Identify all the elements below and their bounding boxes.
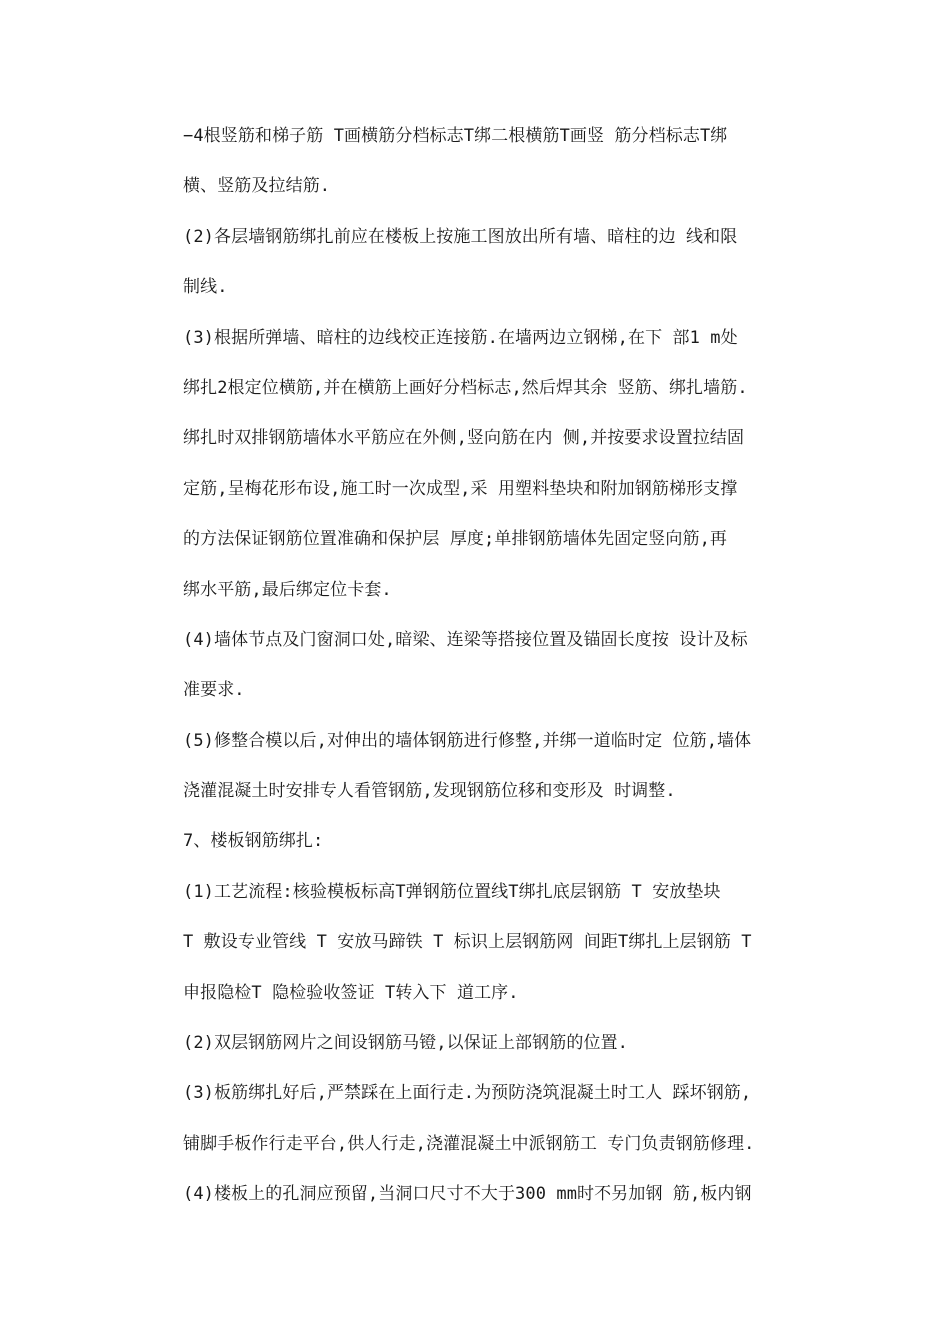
text-line: 制线. xyxy=(183,277,228,298)
text-line: (2)双层钢筋网片之间设钢筋马镫,以保证上部钢筋的位置. xyxy=(183,1033,628,1054)
text-line: (2)各层墙钢筋绑扎前应在楼板上按施工图放出所有墙、暗柱的边 线和限 xyxy=(183,226,738,247)
text-line: −4根竖筋和梯子筋 T画横筋分档标志T绑二根横筋T画竖 筋分档标志T绑 xyxy=(183,126,728,146)
text-line: 准要求. xyxy=(183,680,245,701)
text-line: (4)墙体节点及门窗洞口处,暗梁、连梁等搭接位置及锚固长度按 设计及标 xyxy=(183,629,748,650)
text-line: (3)根据所弹墙、暗柱的边线校正连接筋.在墙两边立钢梯,在下 部1 m处 xyxy=(183,327,738,348)
text-line: T 敷设专业管线 T 安放马蹄铁 T 标识上层钢筋网 间距T绑扎上层钢筋 T xyxy=(183,932,752,953)
text-line: (1)工艺流程:核验模板标高T弹钢筋位置线T绑扎底层钢筋 T 安放垫块 xyxy=(183,881,721,902)
section-heading: 7、楼板钢筋绑扎: xyxy=(183,831,324,852)
text-line: 定筋,呈梅花形布设,施工时一次成型,采 用塑料垫块和附加钢筋梯形支撑 xyxy=(183,478,738,499)
text-line: (4)楼板上的孔洞应预留,当洞口尺寸不大于300 mm时不另加钢 筋,板内钢 xyxy=(183,1184,752,1205)
text-line: 铺脚手板作行走平台,供人行走,浇灌混凝土中派钢筋工 专门负责钢筋修理. xyxy=(183,1133,755,1154)
text-line: 的方法保证钢筋位置准确和保护层 厚度;单排钢筋墙体先固定竖向筋,再 xyxy=(183,529,728,550)
text-line: 绑水平筋,最后绑定位卡套. xyxy=(183,579,392,600)
text-line: 横、竖筋及拉结筋. xyxy=(183,176,331,197)
text-line: 绑扎时双排钢筋墙体水平筋应在外侧,竖向筋在内 侧,并按要求设置拉结固 xyxy=(183,428,745,449)
text-line: 浇灌混凝土时安排专人看管钢筋,发现钢筋位移和变形及 时调整. xyxy=(183,781,676,802)
document-body xyxy=(183,118,823,1227)
text-line: (5)修整合模以后,对伸出的墙体钢筋进行修整,并绑一道临时定 位筋,墙体 xyxy=(183,730,752,751)
text-line: 绑扎2根定位横筋,并在横筋上画好分档标志,然后焊其余 竖筋、绑扎墙筋. xyxy=(183,377,748,398)
text-line: 申报隐检T 隐检验收签证 T转入下 道工序. xyxy=(183,982,519,1003)
text-line: (3)板筋绑扎好后,严禁踩在上面行走.为预防浇筑混凝土时工人 踩坏钢筋, xyxy=(183,1083,752,1104)
